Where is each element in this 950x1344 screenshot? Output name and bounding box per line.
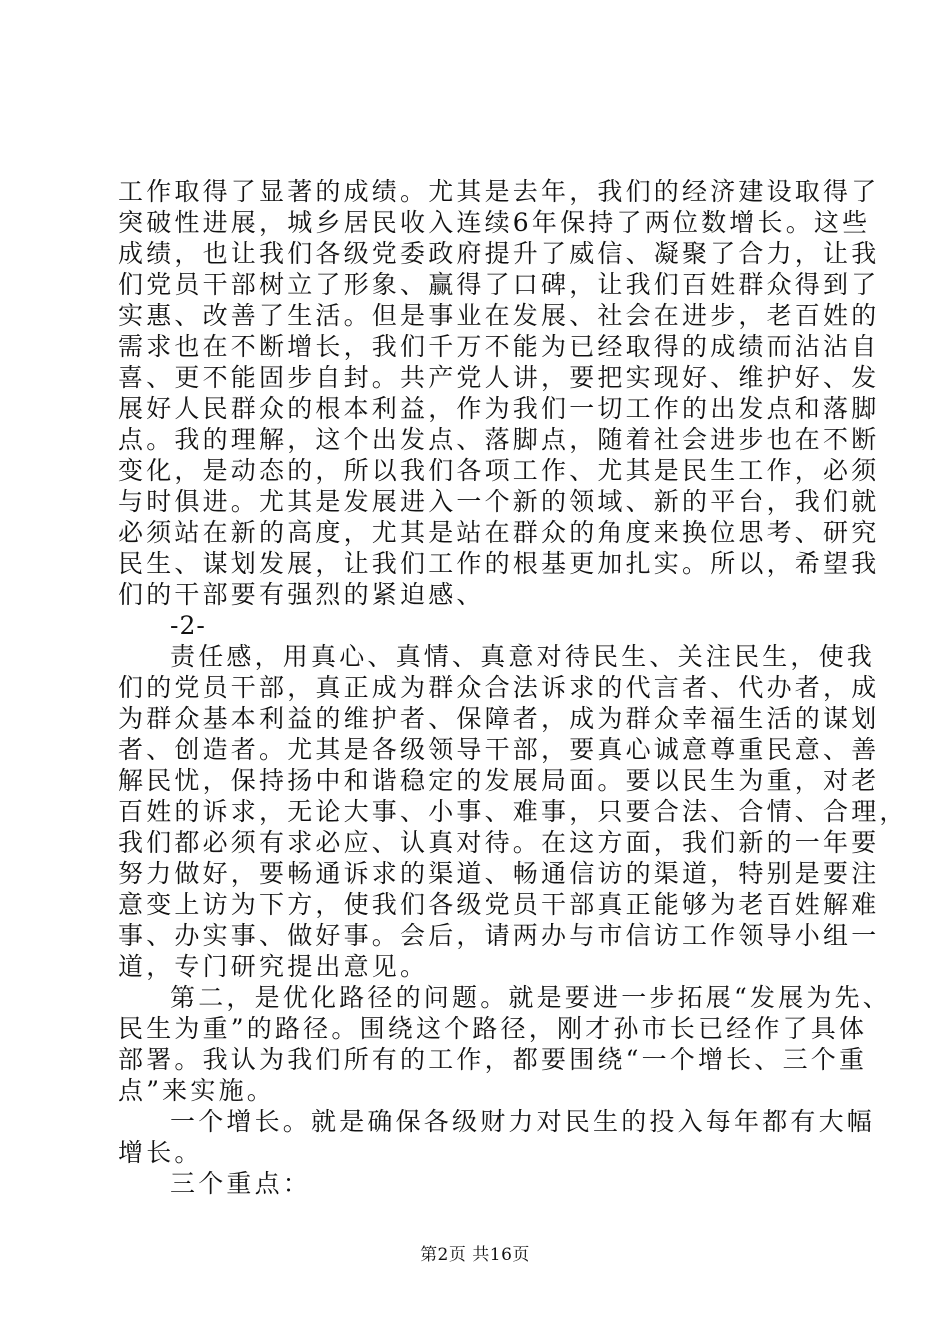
text-line: 事、办实事、做好事。会后，请两办与市信访工作领导小组一 [118, 921, 880, 950]
text-line: 们的干部要有强烈的紧迫感、 [118, 580, 485, 609]
text-line: 部署。我认为我们所有的工作，都要围绕“一个增长、三个重 [118, 1045, 868, 1074]
text-line: 点”来实施。 [118, 1076, 275, 1105]
text-line: 点。我的理解，这个出发点、落脚点，随着社会进步也在不断 [118, 425, 880, 454]
text-line: 成绩，也让我们各级党委政府提升了威信、凝聚了合力，让我 [118, 239, 880, 268]
paragraph-start-line: 三个重点： [170, 1169, 312, 1198]
text-line: 道，专门研究提出意见。 [118, 952, 429, 981]
text-line: 民生、谋划发展，让我们工作的根基更加扎实。所以，希望我 [118, 549, 880, 578]
text-line: 解民忧，保持扬中和谐稳定的发展局面。要以民生为重，对老 [118, 766, 880, 795]
text-line: 民生为重”的路径。围绕这个路径，刚才孙市长已经作了具体 [118, 1014, 868, 1043]
text-line: 增长。 [118, 1138, 203, 1167]
text-line: 变化，是动态的，所以我们各项工作、尤其是民生工作，必须 [118, 456, 880, 485]
text-line: 必须站在新的高度，尤其是站在群众的角度来换位思考、研究 [118, 518, 880, 547]
text-line: 责任感，用真心、真情、真意对待民生、关注民生，使我 [170, 642, 876, 671]
text-line: 者、创造者。尤其是各级领导干部，要真心诚意尊重民意、善 [118, 735, 880, 764]
text-line: 与时俱进。尤其是发展进入一个新的领域、新的平台，我们就 [118, 487, 880, 516]
page-footer: 第2页 共16页 [420, 1245, 530, 1265]
document-body [118, 176, 908, 1199]
text-line: 喜、更不能固步自封。共产党人讲，要把实现好、维护好、发 [118, 363, 880, 392]
text-line: 努力做好，要畅通诉求的渠道、畅通信访的渠道，特别是要注 [118, 859, 880, 888]
text-line: 为群众基本利益的维护者、保障者，成为群众幸福生活的谋划 [118, 704, 880, 733]
text-line: 实惠、改善了生活。但是事业在发展、社会在进步，老百姓的 [118, 301, 880, 330]
text-line: 百姓的诉求，无论大事、小事、难事，只要合法、合情、合理， [118, 797, 908, 826]
text-line: 意变上访为下方，使我们各级党员干部真正能够为老百姓解难 [118, 890, 880, 919]
text-line: 们党员干部树立了形象、赢得了口碑，让我们百姓群众得到了 [118, 270, 880, 299]
paragraph-start-line: 一个增长。就是确保各级财力对民生的投入每年都有大幅 [170, 1107, 876, 1136]
text-line: 展好人民群众的根本利益，作为我们一切工作的出发点和落脚 [118, 394, 880, 423]
inline-page-number: -2- [170, 611, 206, 640]
text-line: 们的党员干部，真正成为群众合法诉求的代言者、代办者，成 [118, 673, 880, 702]
text-line: 工作取得了显著的成绩。尤其是去年，我们的经济建设取得了 [118, 177, 880, 206]
text-line: 我们都必须有求必应、认真对待。在这方面，我们新的一年要 [118, 828, 880, 857]
text-line: 突破性进展，城乡居民收入连续6年保持了两位数增长。这些 [118, 208, 871, 237]
text-line: 需求也在不断增长，我们千万不能为已经取得的成绩而沾沾自 [118, 332, 880, 361]
paragraph-start-line: 第二，是优化路径的问题。就是要进一步拓展“发展为先、 [170, 983, 891, 1012]
